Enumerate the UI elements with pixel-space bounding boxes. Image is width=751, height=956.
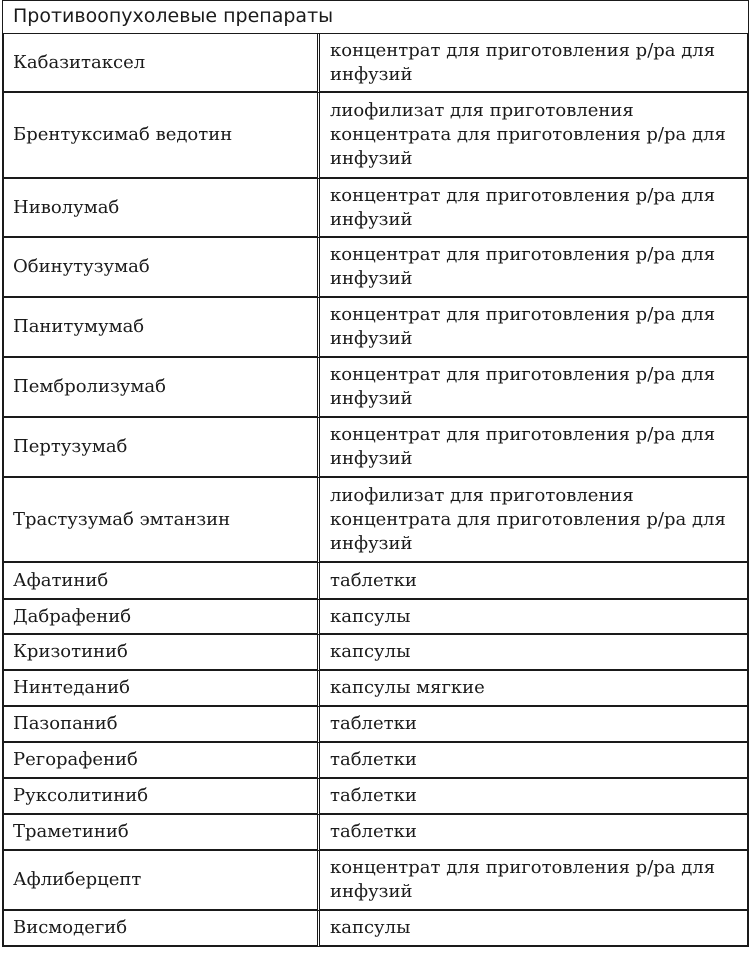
table-row xyxy=(2,238,749,298)
drug-name-cell: Афатиниб xyxy=(2,563,317,600)
table-row xyxy=(2,298,749,358)
drug-name-cell: Трастузумаб эмтанзин xyxy=(2,478,317,563)
drug-name-cell: Пертузумаб xyxy=(2,418,317,478)
drug-name-cell: Ниволумаб xyxy=(2,179,317,238)
table-row xyxy=(2,815,749,851)
dosage-form-cell: концентрат для приготовления р/ра для инфузий xyxy=(317,418,749,478)
table-row xyxy=(2,851,749,911)
drug-name-cell: Нинтеданиб xyxy=(2,671,317,707)
table-row xyxy=(2,563,749,600)
table-row xyxy=(2,671,749,707)
table-row xyxy=(2,93,749,179)
drug-name-cell: Висмодегиб xyxy=(2,911,317,947)
dosage-form-cell: концентрат для приготовления р/ра для инфузий xyxy=(317,358,749,418)
section-title: Противоопухолевые препараты xyxy=(2,0,749,33)
dosage-form-cell: концентрат для приготовления р/ра для инфузий xyxy=(317,298,749,358)
drug-name-cell: Регорафениб xyxy=(2,743,317,779)
dosage-form-cell: концентрат для приготовления р/ра для инфузий xyxy=(317,851,749,911)
drug-name-cell: Пембролизумаб xyxy=(2,358,317,418)
table-row xyxy=(2,179,749,238)
drug-table-body xyxy=(2,34,749,947)
dosage-form-cell: лиофилизат для приготовления концентрата для приготовления р/ра для инфузий xyxy=(317,93,749,179)
dosage-form-cell: таблетки xyxy=(317,563,749,600)
drug-name-cell: Траметиниб xyxy=(2,815,317,851)
dosage-form-cell: таблетки xyxy=(317,707,749,743)
table-row xyxy=(2,478,749,563)
dosage-form-cell: капсулы xyxy=(317,600,749,635)
dosage-form-cell: капсулы xyxy=(317,911,749,947)
table-row xyxy=(2,707,749,743)
dosage-form-cell: концентрат для приготовления р/ра для инфузий xyxy=(317,34,749,93)
drug-name-cell: Кризотиниб xyxy=(2,635,317,671)
dosage-form-cell: капсулы xyxy=(317,635,749,671)
drug-table xyxy=(2,33,749,947)
drug-name-cell: Афлиберцепт xyxy=(2,851,317,911)
dosage-form-cell: таблетки xyxy=(317,815,749,851)
table-row xyxy=(2,911,749,947)
drug-name-cell: Брентуксимаб ведотин xyxy=(2,93,317,179)
table-row xyxy=(2,600,749,635)
dosage-form-cell: концентрат для приготовления р/ра для инфузий xyxy=(317,179,749,238)
dosage-form-cell: таблетки xyxy=(317,779,749,815)
table-row xyxy=(2,779,749,815)
dosage-form-cell: капсулы мягкие xyxy=(317,671,749,707)
drug-name-cell: Дабрафениб xyxy=(2,600,317,635)
dosage-form-cell: таблетки xyxy=(317,743,749,779)
drug-name-cell: Панитумумаб xyxy=(2,298,317,358)
dosage-form-cell: концентрат для приготовления р/ра для инфузий xyxy=(317,238,749,298)
table-row xyxy=(2,418,749,478)
table-row xyxy=(2,743,749,779)
drug-name-cell: Пазопаниб xyxy=(2,707,317,743)
drug-name-cell: Обинутузумаб xyxy=(2,238,317,298)
dosage-form-cell: лиофилизат для приготовления концентрата для приготовления р/ра для инфузий xyxy=(317,478,749,563)
drug-name-cell: Кабазитаксел xyxy=(2,34,317,93)
table-row xyxy=(2,635,749,671)
table-row xyxy=(2,34,749,93)
table-row xyxy=(2,358,749,418)
drug-name-cell: Руксолитиниб xyxy=(2,779,317,815)
